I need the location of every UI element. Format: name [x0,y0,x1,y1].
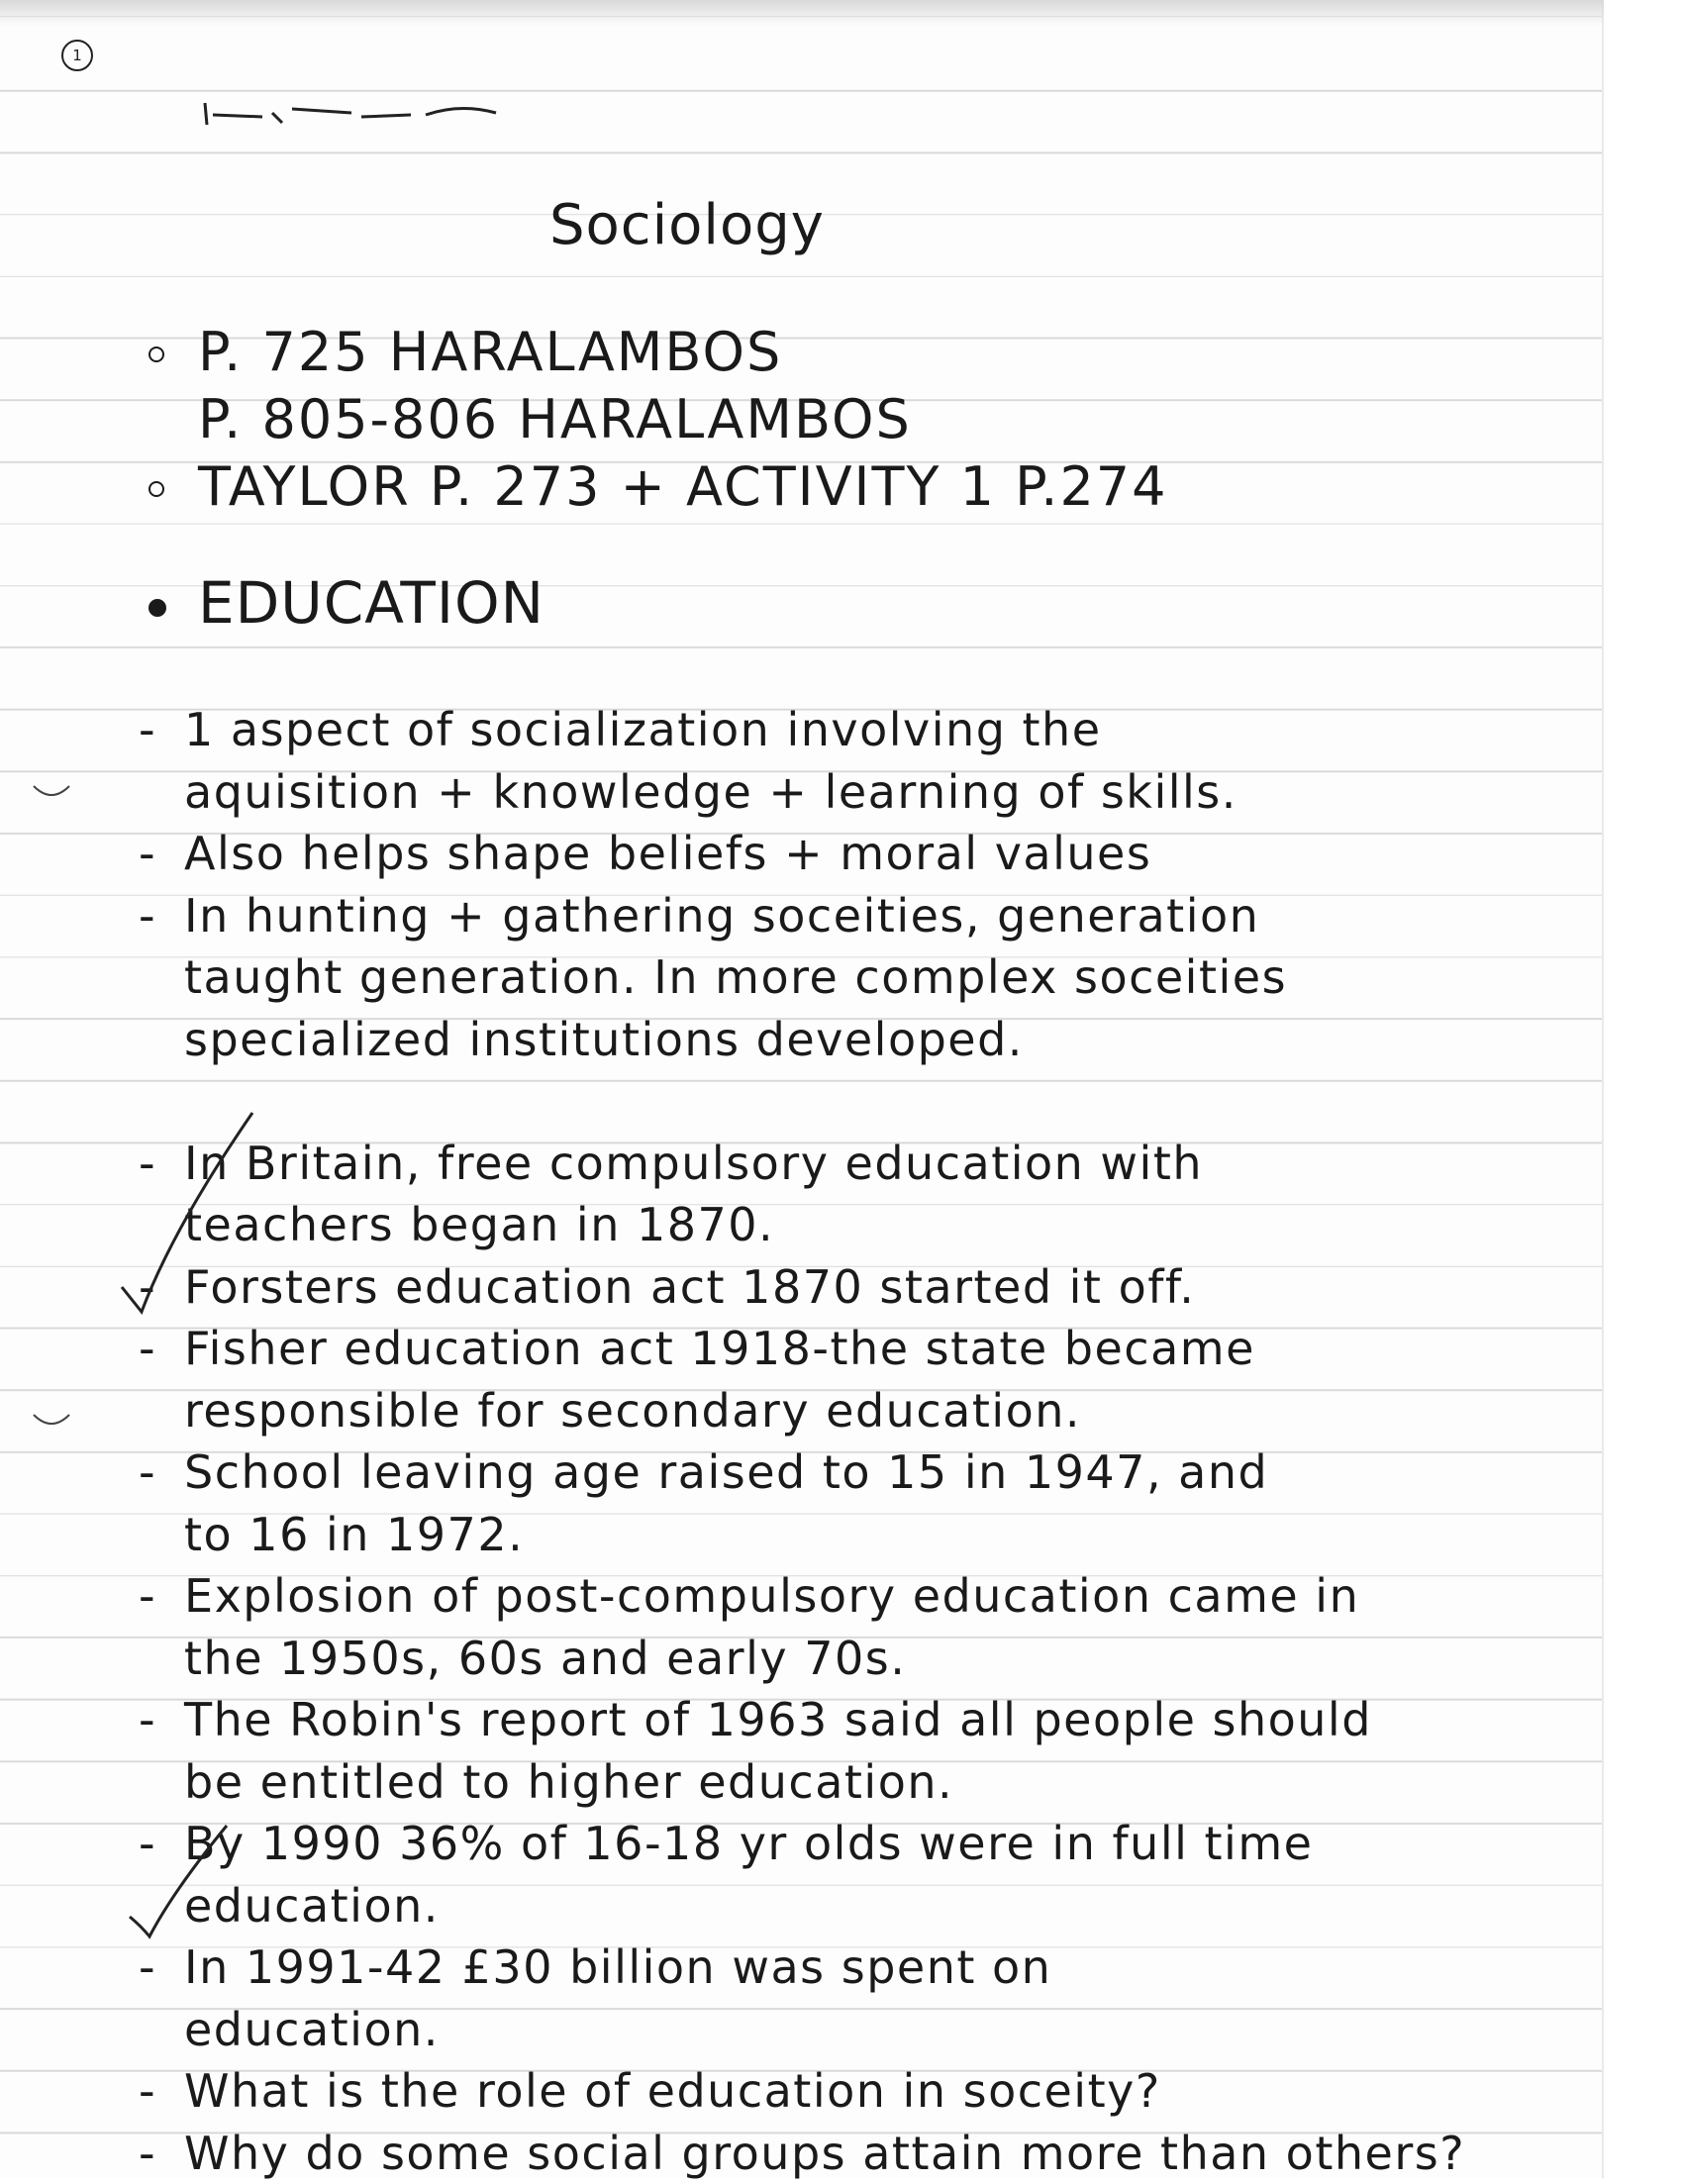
redacted-name-scribble [203,95,500,135]
note-text: Why do some social groups attain more than others? [184,2127,1465,2180]
reference-list [139,319,1168,521]
note-item [139,1813,1604,1936]
solid-bullet-icon [148,599,166,617]
note-text: In Britain, free compulsory education with teachers began in 1870. [184,1137,1203,1252]
dash-marker: - [139,885,156,947]
note-text: Also helps shape beliefs + moral values [184,827,1151,880]
note-text: By 1990 36% of 16-18 yr olds were in full time education. [184,1817,1313,1933]
note-text: What is the role of education in soceity? [184,2064,1161,2118]
note-item [139,885,1604,1071]
dash-marker: - [139,1565,156,1628]
blank-line [139,1070,1604,1133]
reference-item [139,386,1168,453]
reference-text: P. 725 HARALAMBOS [198,321,782,383]
dash-marker: - [139,699,156,761]
note-text: 1 aspect of socialization involving the aquisition + knowledge + learning of skills. [184,703,1238,819]
page-number: 1 [61,40,93,71]
note-text: Forsters education act 1870 started it off. [184,1260,1195,1314]
note-item [139,823,1604,885]
note-text: Explosion of post-compulsory education came in the 1950s, 60s and early 70s. [184,1569,1359,1685]
note-text: Fisher education act 1918-the state became responsible for secondary education. [184,1322,1255,1438]
note-item [139,699,1604,823]
dash-marker: - [139,1256,156,1319]
scan-background [1604,0,1683,2178]
note-item [139,2123,1604,2184]
note-item [139,1689,1604,1813]
note-text: In 1991-42 £30 billion was spent on education. [184,1940,1051,2056]
note-item [139,2060,1604,2123]
reference-text: TAYLOR P. 273 + ACTIVITY 1 P.274 [198,455,1168,518]
note-item [139,1936,1604,2060]
page-fold-shadow [0,0,1604,26]
reference-text: P. 805-806 HARALAMBOS [198,388,912,450]
hollow-bullet-icon [148,347,164,362]
note-text: In hunting + gathering soceities, generation taught generation. In more complex soceities specialized institutions developed. [184,889,1287,1066]
hollow-bullet-icon [148,481,164,497]
section-heading [148,569,544,637]
page-title: Sociology [549,193,825,257]
note-item [139,1133,1604,1256]
dash-marker: - [139,823,156,885]
note-item [139,1318,1604,1441]
note-item [139,1256,1604,1319]
dash-marker: - [139,2060,156,2123]
note-text: School leaving age raised to 15 in 1947, and to 16 in 1972. [184,1445,1268,1561]
notes-list [139,699,1604,2184]
dash-marker: - [139,1689,156,1751]
reference-item [139,453,1168,521]
reference-item [139,319,1168,386]
section-heading-text: EDUCATION [198,569,544,637]
note-item [139,1441,1604,1565]
dash-marker: - [139,1441,156,1504]
note-text: The Robin's report of 1963 said all people should be entitled to higher education. [184,1693,1372,1809]
dash-marker: - [139,1318,156,1380]
note-item [139,1565,1604,1689]
margin-mark-icon [32,1411,71,1431]
dash-marker: - [139,1133,156,1195]
margin-mark-icon [32,782,71,802]
dash-marker: - [139,2123,156,2184]
dash-marker: - [139,1936,156,1999]
dash-marker: - [139,1813,156,1875]
